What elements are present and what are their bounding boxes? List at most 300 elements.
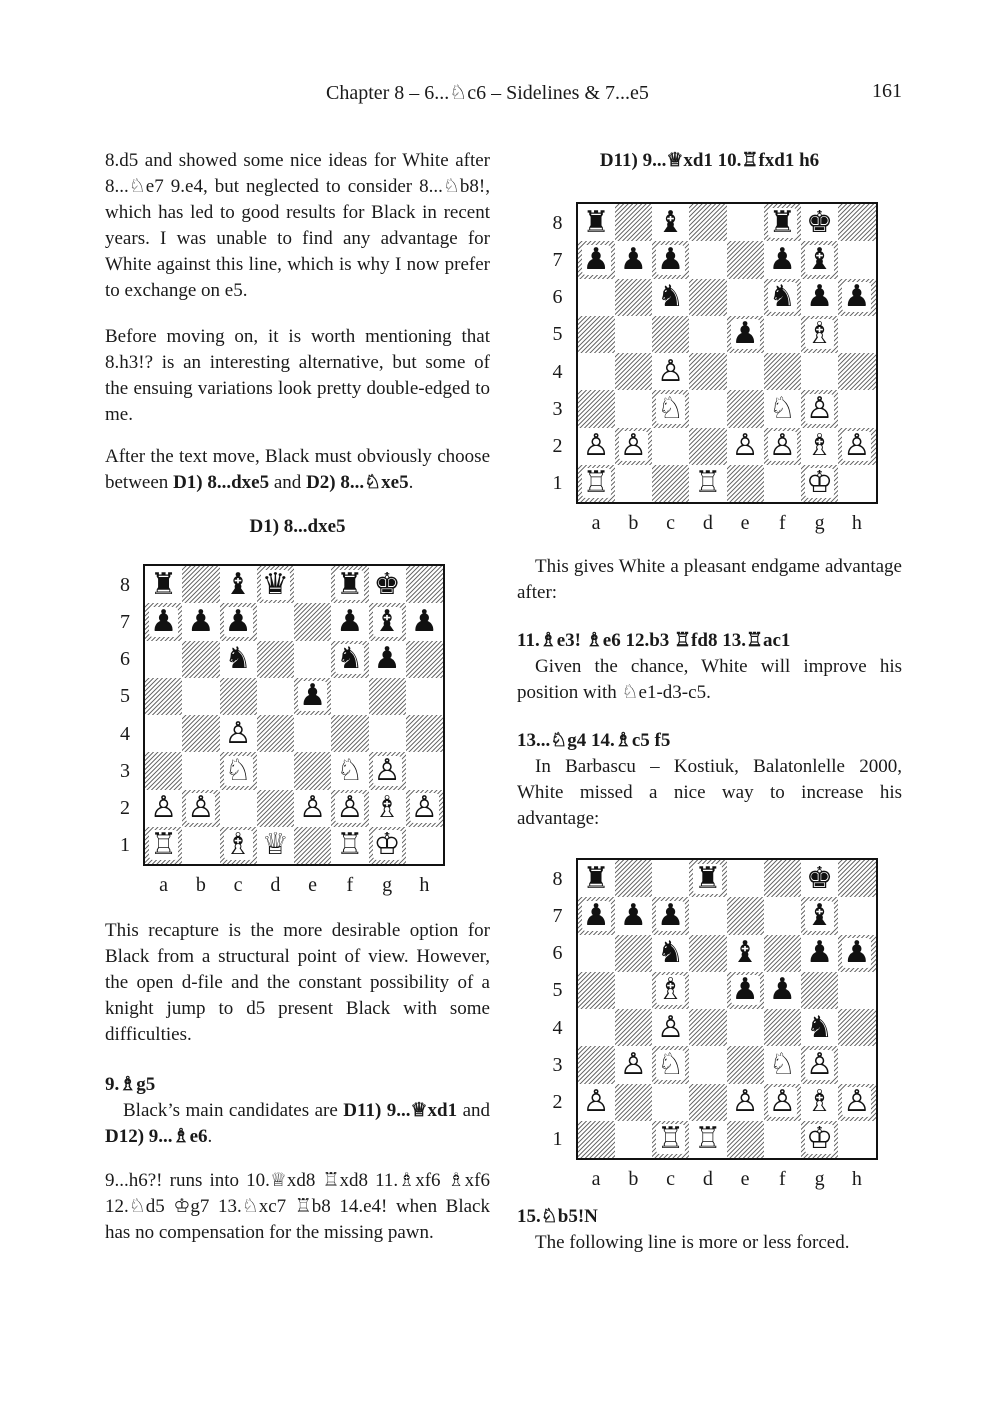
white-pawn-icon: ♙	[843, 1084, 871, 1120]
white-knight-icon: ♘	[768, 390, 796, 426]
black-pawn-icon: ♟	[224, 603, 252, 639]
text-run: .	[207, 1126, 213, 1147]
board-square	[764, 1046, 801, 1083]
white-rook-icon: ♖	[657, 1121, 685, 1157]
board-square	[615, 279, 652, 316]
board-square	[689, 428, 726, 465]
rank-label: 8	[120, 573, 130, 596]
board-square	[145, 678, 182, 715]
board-square	[689, 935, 726, 972]
white-knight-icon: ♘	[224, 752, 252, 788]
file-label: a	[159, 874, 169, 896]
rank-label: 7	[120, 610, 130, 633]
board-square	[801, 465, 838, 502]
paragraph: 9...h6?! runs into 10.♕xd8 ♖xd8 11.♗xf6 ♗xf6 12.♘d5 ♔g7 13.♘xc7 ♖b8 14.e4! when Black has no compensation for the missing pawn.	[105, 1170, 490, 1243]
board-square	[369, 827, 406, 864]
board-square	[838, 316, 875, 353]
board-square	[652, 428, 689, 465]
rank-label: 5	[552, 323, 563, 346]
board-square	[615, 353, 652, 390]
board-square	[764, 897, 801, 934]
rank-label: 4	[552, 360, 563, 383]
rank-label: 5	[552, 979, 563, 1002]
board-square	[369, 752, 406, 789]
board-square	[615, 1046, 652, 1083]
black-pawn-icon: ♟	[373, 641, 401, 677]
file-labels	[578, 1166, 876, 1192]
board-square	[689, 897, 726, 934]
chess-diagram	[101, 564, 453, 906]
white-king-icon: ♔	[806, 465, 834, 501]
board-square	[838, 860, 875, 897]
board-square	[764, 428, 801, 465]
black-bishop-icon: ♝	[224, 566, 252, 602]
variation-ref: D2) 8...♘xe5	[306, 472, 409, 493]
board-square	[764, 353, 801, 390]
rank-label: 7	[552, 904, 563, 927]
chess-diagram	[534, 858, 886, 1200]
black-rook-icon: ♜	[336, 566, 364, 602]
board-square	[145, 790, 182, 827]
white-pawn-icon: ♙	[768, 428, 796, 464]
board-square	[764, 241, 801, 278]
board-square	[578, 353, 615, 390]
left-column	[105, 148, 490, 1266]
rank-label: 2	[120, 797, 130, 820]
board-square	[689, 860, 726, 897]
rank-label: 6	[120, 648, 130, 671]
rank-label: 1	[120, 834, 130, 857]
file-label: e	[740, 1168, 750, 1190]
board-square	[615, 428, 652, 465]
board-square	[578, 465, 615, 502]
text-run: and	[457, 1100, 491, 1121]
board-square	[764, 860, 801, 897]
board-square	[182, 603, 219, 640]
board-square	[652, 1009, 689, 1046]
board-square	[801, 390, 838, 427]
file-label: e	[308, 874, 318, 896]
white-bishop-icon: ♗	[806, 428, 834, 464]
board-square	[257, 678, 294, 715]
board-square	[220, 678, 257, 715]
board-square	[578, 241, 615, 278]
board-square	[615, 1009, 652, 1046]
board-square	[406, 603, 443, 640]
paragraph: This recapture is the more desirable option for Black from a structural point of view. However, the open d-file and the constant possibility of a knight jump to d5 present Black with some difficulties.	[105, 920, 490, 1045]
text-run: and	[269, 472, 307, 493]
board-square	[145, 752, 182, 789]
board-square	[801, 935, 838, 972]
board-square	[727, 353, 764, 390]
black-pawn-icon: ♟	[187, 603, 215, 639]
board-square	[801, 241, 838, 278]
black-rook-icon: ♜	[768, 204, 796, 240]
black-rook-icon: ♜	[694, 860, 722, 896]
board-square	[652, 279, 689, 316]
black-bishop-icon: ♝	[806, 897, 834, 933]
board-square	[406, 566, 443, 603]
move-heading: 9.♗g5	[105, 1074, 156, 1095]
board-square	[406, 641, 443, 678]
board-square	[764, 465, 801, 502]
board-square	[652, 860, 689, 897]
file-label: c	[666, 512, 676, 534]
board-square	[727, 1046, 764, 1083]
board-square	[578, 1084, 615, 1121]
white-rook-icon: ♖	[150, 827, 178, 863]
board-square	[727, 935, 764, 972]
board-square	[689, 1009, 726, 1046]
black-bishop-icon: ♝	[657, 204, 685, 240]
black-king-icon: ♚	[806, 860, 834, 896]
board-square	[257, 566, 294, 603]
board-square	[331, 827, 368, 864]
board-square	[578, 428, 615, 465]
board-square	[615, 1084, 652, 1121]
board-square	[615, 935, 652, 972]
white-pawn-icon: ♙	[657, 353, 685, 389]
board-square	[182, 790, 219, 827]
black-knight-icon: ♞	[224, 641, 252, 677]
board-square	[182, 715, 219, 752]
white-pawn-icon: ♙	[619, 428, 647, 464]
board-square	[220, 641, 257, 678]
board-square	[615, 1121, 652, 1158]
black-pawn-icon: ♟	[657, 241, 685, 277]
file-label: a	[591, 1168, 601, 1190]
white-pawn-icon: ♙	[187, 790, 215, 826]
white-bishop-icon: ♗	[373, 790, 401, 826]
board-square	[838, 353, 875, 390]
white-bishop-icon: ♗	[224, 827, 252, 863]
rank-labels	[548, 860, 568, 1158]
board-square	[838, 1121, 875, 1158]
black-pawn-icon: ♟	[619, 897, 647, 933]
board-square	[727, 1009, 764, 1046]
board-square	[801, 316, 838, 353]
black-rook-icon: ♜	[582, 204, 610, 240]
black-pawn-icon: ♟	[843, 935, 871, 971]
board-square	[615, 465, 652, 502]
board-square	[727, 897, 764, 934]
file-label: a	[591, 512, 601, 534]
board-square	[615, 241, 652, 278]
black-pawn-icon: ♟	[336, 603, 364, 639]
board-square	[578, 1046, 615, 1083]
board-square	[578, 860, 615, 897]
file-label: b	[195, 874, 206, 896]
board-square	[838, 390, 875, 427]
board-square	[838, 935, 875, 972]
board-square	[615, 860, 652, 897]
board-square	[294, 752, 331, 789]
file-label: f	[779, 512, 786, 534]
white-pawn-icon: ♙	[619, 1046, 647, 1082]
rank-label: 7	[552, 248, 563, 271]
board-square	[801, 972, 838, 1009]
rank-labels	[115, 566, 135, 864]
white-knight-icon: ♘	[657, 1046, 685, 1082]
board-square	[801, 1121, 838, 1158]
board-square	[652, 353, 689, 390]
variation-ref: D12) 9...♗e6	[105, 1126, 208, 1147]
board-square	[294, 603, 331, 640]
board-square	[727, 428, 764, 465]
paragraph: Before moving on, it is worth mentioning that 8.h3!? is an interesting alternative, but some of the ensuing variations look pretty double-edged to me.	[105, 326, 490, 425]
board-square	[331, 603, 368, 640]
board-square	[689, 972, 726, 1009]
board-square	[615, 972, 652, 1009]
black-pawn-icon: ♟	[731, 316, 759, 352]
board-square	[145, 715, 182, 752]
board-square	[652, 1121, 689, 1158]
file-label: h	[419, 874, 430, 896]
file-label: d	[702, 1168, 713, 1190]
board-square	[220, 790, 257, 827]
paragraph: This gives White a pleasant endgame advantage after:	[517, 556, 902, 603]
black-pawn-icon: ♟	[657, 897, 685, 933]
board-square	[182, 827, 219, 864]
board-square	[578, 972, 615, 1009]
black-king-icon: ♚	[806, 204, 834, 240]
white-rook-icon: ♖	[694, 465, 722, 501]
board-square	[838, 1046, 875, 1083]
board-square	[727, 1084, 764, 1121]
board-square	[220, 827, 257, 864]
paragraph	[105, 1098, 490, 1150]
chess-board	[143, 564, 445, 866]
rank-label: 6	[552, 286, 563, 309]
board-square	[652, 316, 689, 353]
board-square	[801, 204, 838, 241]
rank-label: 4	[552, 1016, 563, 1039]
chess-board	[576, 858, 878, 1160]
section-heading: D1) 8...dxe5	[249, 516, 346, 537]
board-square	[331, 715, 368, 752]
black-pawn-icon: ♟	[768, 972, 796, 1008]
black-rook-icon: ♜	[150, 566, 178, 602]
file-label: d	[702, 512, 713, 534]
board-square	[801, 428, 838, 465]
board-square	[764, 316, 801, 353]
rank-label: 2	[552, 1091, 563, 1114]
white-pawn-icon: ♙	[299, 790, 327, 826]
rank-label: 3	[552, 1053, 563, 1076]
file-label: b	[628, 1168, 639, 1190]
board-square	[406, 790, 443, 827]
board-square	[220, 752, 257, 789]
board-square	[838, 279, 875, 316]
board-square	[838, 897, 875, 934]
white-pawn-icon: ♙	[806, 390, 834, 426]
board-square	[689, 279, 726, 316]
variation-ref: D11) 9...♕xd1	[343, 1100, 458, 1121]
board-square	[727, 316, 764, 353]
board-square	[652, 204, 689, 241]
white-pawn-icon: ♙	[336, 790, 364, 826]
black-knight-icon: ♞	[657, 935, 685, 971]
file-label: b	[628, 512, 639, 534]
board-square	[369, 678, 406, 715]
black-pawn-icon: ♟	[619, 241, 647, 277]
board-square	[689, 241, 726, 278]
board-square	[838, 241, 875, 278]
board-square	[652, 897, 689, 934]
board-square	[406, 752, 443, 789]
board-square	[838, 1009, 875, 1046]
file-labels	[578, 510, 876, 536]
move-heading: 15.♘b5!N	[517, 1206, 598, 1227]
board-square	[727, 465, 764, 502]
board-square	[801, 1084, 838, 1121]
white-pawn-icon: ♙	[582, 1084, 610, 1120]
black-knight-icon: ♞	[806, 1009, 834, 1045]
board-square	[652, 1084, 689, 1121]
black-bishop-icon: ♝	[731, 935, 759, 971]
white-bishop-icon: ♗	[806, 1084, 834, 1120]
board-square	[220, 566, 257, 603]
board-square	[615, 390, 652, 427]
rank-label: 2	[552, 435, 563, 458]
board-square	[727, 390, 764, 427]
board-square	[764, 972, 801, 1009]
board-square	[764, 204, 801, 241]
board-square	[689, 1084, 726, 1121]
board-square	[578, 316, 615, 353]
board-square	[838, 465, 875, 502]
board-square	[578, 1009, 615, 1046]
board-square	[578, 1121, 615, 1158]
board-square	[727, 972, 764, 1009]
black-knight-icon: ♞	[657, 279, 685, 315]
board-square	[801, 897, 838, 934]
board-square	[689, 1121, 726, 1158]
board-square	[220, 715, 257, 752]
board-square	[182, 641, 219, 678]
board-square	[838, 204, 875, 241]
board-square	[182, 566, 219, 603]
black-pawn-icon: ♟	[150, 603, 178, 639]
section-heading: D11) 9...♕xd1 10.♖fxd1 h6	[599, 150, 820, 171]
black-queen-icon: ♛	[261, 566, 289, 602]
board-square	[257, 827, 294, 864]
white-bishop-icon: ♗	[657, 972, 685, 1008]
black-knight-icon: ♞	[768, 279, 796, 315]
text-run: Black’s main candidates are	[123, 1100, 344, 1121]
board-square	[294, 641, 331, 678]
move-heading: 13...♘g4 14.♗c5 f5	[517, 730, 671, 751]
board-square	[727, 279, 764, 316]
board-square	[257, 790, 294, 827]
board-square	[257, 752, 294, 789]
rank-label: 1	[552, 472, 563, 495]
file-label: c	[666, 1168, 676, 1190]
board-square	[652, 1046, 689, 1083]
board-square	[406, 715, 443, 752]
board-square	[615, 204, 652, 241]
board-square	[257, 603, 294, 640]
board-square	[652, 972, 689, 1009]
white-pawn-icon: ♙	[731, 1084, 759, 1120]
board-square	[331, 790, 368, 827]
board-square	[838, 428, 875, 465]
black-knight-icon: ♞	[336, 641, 364, 677]
board-square	[764, 279, 801, 316]
black-pawn-icon: ♟	[410, 603, 438, 639]
board-square	[145, 641, 182, 678]
board-square	[294, 790, 331, 827]
board-square	[764, 1084, 801, 1121]
board-square	[764, 1121, 801, 1158]
black-pawn-icon: ♟	[768, 241, 796, 277]
file-label: d	[270, 874, 281, 896]
white-king-icon: ♔	[806, 1121, 834, 1157]
white-pawn-icon: ♙	[150, 790, 178, 826]
black-pawn-icon: ♟	[806, 935, 834, 971]
board-square	[257, 641, 294, 678]
white-pawn-icon: ♙	[373, 752, 401, 788]
board-square	[406, 678, 443, 715]
board-square	[615, 316, 652, 353]
board-square	[145, 603, 182, 640]
board-square	[652, 935, 689, 972]
board-square	[689, 1046, 726, 1083]
black-rook-icon: ♜	[582, 860, 610, 896]
rank-label: 1	[552, 1128, 563, 1151]
white-knight-icon: ♘	[768, 1046, 796, 1082]
board-square	[331, 678, 368, 715]
board-square	[369, 790, 406, 827]
black-pawn-icon: ♟	[806, 279, 834, 315]
board-square	[331, 752, 368, 789]
board-square	[689, 353, 726, 390]
white-pawn-icon: ♙	[768, 1084, 796, 1120]
black-pawn-icon: ♟	[299, 678, 327, 714]
white-rook-icon: ♖	[694, 1121, 722, 1157]
board-square	[689, 465, 726, 502]
board-square	[331, 566, 368, 603]
board-square	[182, 678, 219, 715]
board-square	[727, 1121, 764, 1158]
paragraph: 8.d5 and showed some nice ideas for White after 8...♘e7 9.e4, but neglected to consider 8...♘b8!, which has led to good results for Black in recent years. I was unable to find any advantage for White against this line, which is why I now prefer to exchange on e5.	[105, 150, 490, 301]
text-run: After the text move, Black must obviously choose between	[105, 446, 490, 493]
board-square	[764, 1009, 801, 1046]
board-square	[801, 860, 838, 897]
chess-diagram	[534, 202, 886, 544]
board-square	[689, 316, 726, 353]
board-square	[257, 715, 294, 752]
board-square	[578, 390, 615, 427]
file-label: g	[814, 1168, 825, 1190]
white-rook-icon: ♖	[336, 827, 364, 863]
white-king-icon: ♔	[373, 827, 401, 863]
board-square	[578, 204, 615, 241]
file-label: h	[851, 512, 862, 534]
board-square	[406, 827, 443, 864]
board-square	[764, 390, 801, 427]
black-pawn-icon: ♟	[582, 897, 610, 933]
board-square	[369, 641, 406, 678]
board-square	[838, 1084, 875, 1121]
move-heading: 11.♗e3! ♗e6 12.b3 ♖fd8 13.♖ac1	[517, 630, 791, 651]
white-pawn-icon: ♙	[582, 428, 610, 464]
board-square	[294, 566, 331, 603]
rank-label: 8	[552, 867, 563, 890]
white-bishop-icon: ♗	[806, 316, 834, 352]
white-rook-icon: ♖	[582, 465, 610, 501]
paragraph	[105, 444, 490, 496]
